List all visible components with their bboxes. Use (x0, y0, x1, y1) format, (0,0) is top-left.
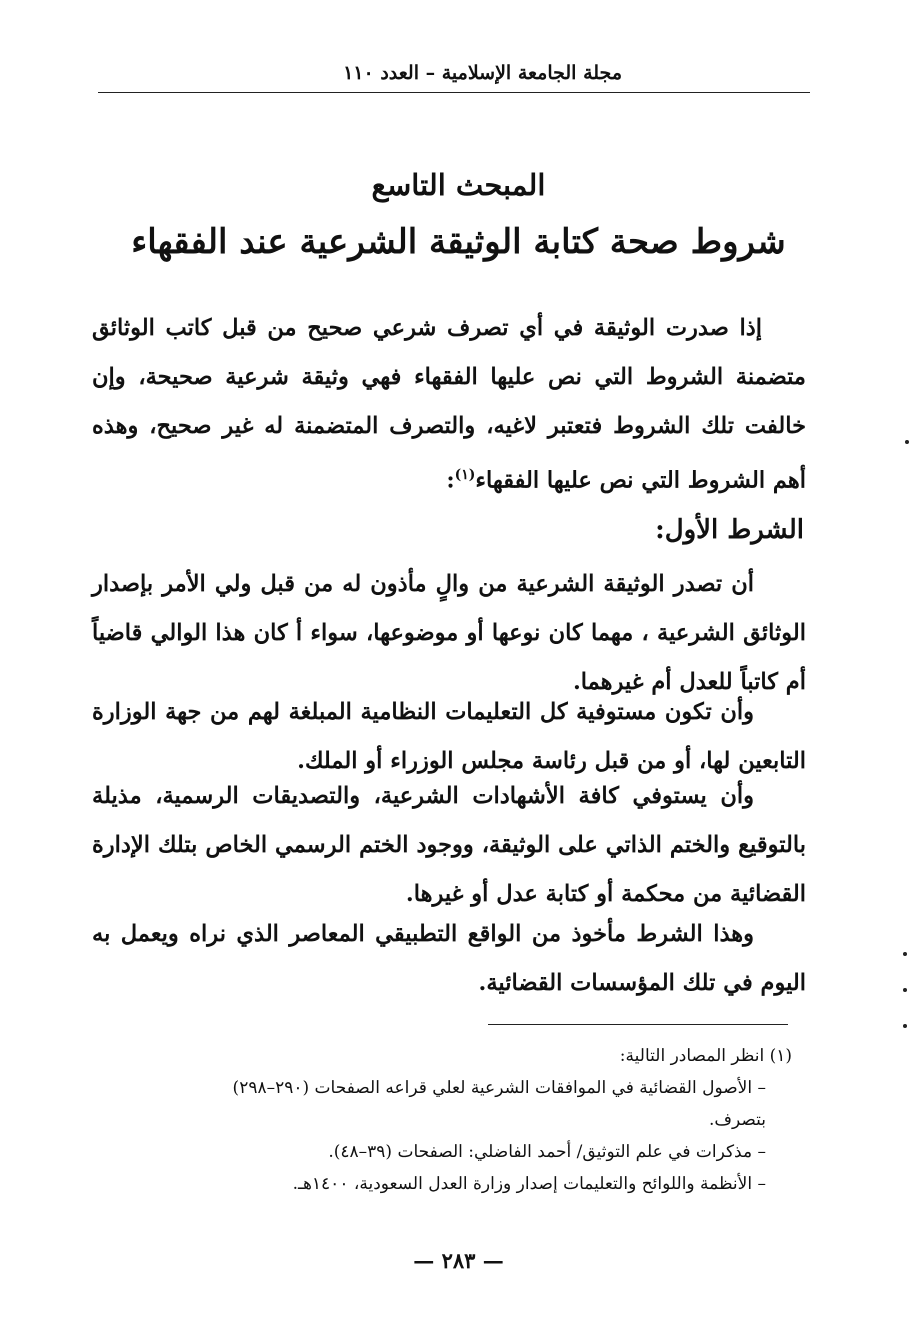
condition-paragraph: وهذا الشرط مأخوذ من الواقع التطبيقي المعاصر الذي نراه ويعمل به اليوم في تلك المؤسسات القضائية. (92, 921, 806, 996)
intro-text: إذا صدرت الوثيقة في أي تصرف شرعي صحيح من قبل كاتب الوثائق متضمنة الشروط التي نص عليها الفقهاء فهي وثيقة شرعية صحيحة، وإن خالفت تلك الشروط فتعتبر لاغيه، والتصرف المتضمنة له غير صحيح، وهذه أهم الشروط التي نص عليها الفقهاء (92, 315, 806, 494)
running-head: مجلة الجامعة الإسلامية – العدد ١١٠ (343, 62, 622, 84)
condition-paragraph: وأن يستوفي كافة الأشهادات الشرعية، والتصديقات الرسمية، مذيلة بالتوقيع والختم الذاتي على الوثيقة، ووجود الختم الرسمي الخاص بتلك الإدارة القضائية من محكمة أو كتابة عدل أو غيرها. (92, 783, 806, 907)
first-condition-heading: الشرط الأول: (655, 515, 804, 545)
condition-paragraph: أن تصدر الوثيقة الشرعية من والٍ مأذون له من قبل ولي الأمر بإصدار الوثائق الشرعية ، مهما كان نوعها أو موضوعها، سواء أ كان هذا الوالي قاضياً أم كاتباً للعدل أم غيرهما. (92, 571, 806, 695)
scan-speck (903, 952, 907, 956)
scan-speck (903, 988, 907, 992)
section-label: المبحث التاسع (371, 168, 546, 202)
condition-paragraph: وأن تكون مستوفية كل التعليمات النظامية المبلغة لهم من جهة الوزارة التابعين لها، أو من قبل رئاسة مجلس الوزراء أو الملك. (92, 699, 806, 774)
scan-speck (903, 1024, 907, 1028)
scan-speck (905, 440, 909, 444)
footnote-item: بتصرف. (708, 1110, 766, 1130)
page-number: — ٢٨٣ — (413, 1248, 504, 1273)
footnote-marker: (١) (454, 467, 476, 483)
footnotes (80, 1040, 792, 1200)
footnote-rule (488, 1024, 788, 1025)
intro-end: : (446, 467, 455, 494)
footnote-lead: (١) انظر المصادر التالية: (619, 1046, 792, 1066)
intro-paragraph (92, 304, 806, 506)
header-rule (98, 92, 810, 93)
footnote-item: – الأنظمة واللوائح والتعليمات إصدار وزارة العدل السعودية، ١٤٠٠هـ. (292, 1174, 766, 1194)
section-title: شروط صحة كتابة الوثيقة الشرعية عند الفقهاء (131, 222, 786, 262)
footnote-item: – مذكرات في علم التوثيق/ أحمد الفاضلي: الصفحات (٣٩–٤٨). (328, 1142, 766, 1162)
footnote-item: – الأصول القضائية في الموافقات الشرعية لعلي قراعه الصفحات (٢٩٠–٢٩٨) (232, 1078, 766, 1098)
